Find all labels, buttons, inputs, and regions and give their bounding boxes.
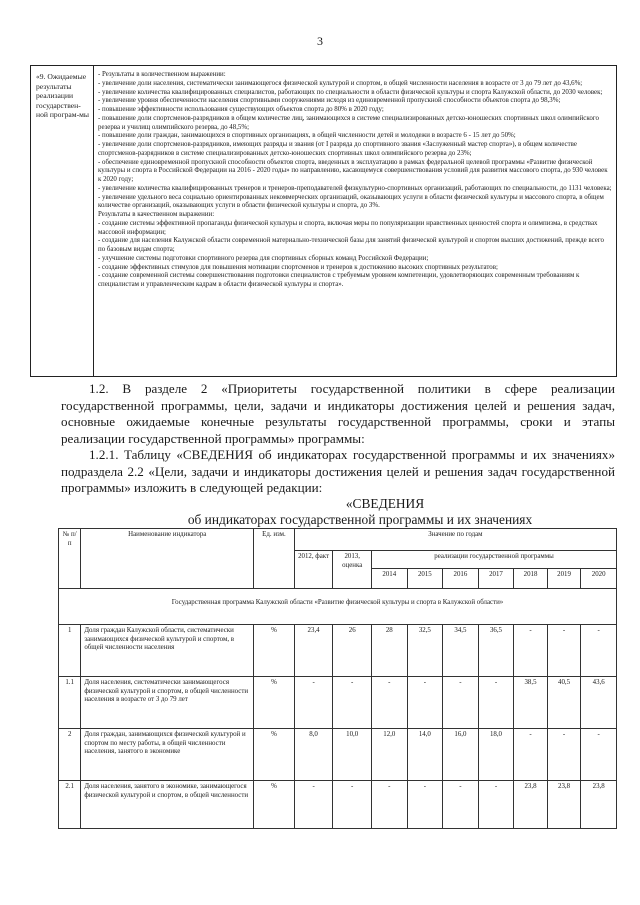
result-line: - увеличение уровня обеспеченности населения спортивными сооружениями исходя из единовременной пропускной способности объектов спорта до 98,3%; [98,97,561,105]
result-line: - увеличение удельного веса социально ориентированных некоммерческих организаций, оказывающих услуги в области физической культуры и массового спорта, в общем количестве организаций, оказывающих услуги в области физической культуры и спорта, до 3%. [98,193,604,210]
header-realization: реализации государственной программы [372,551,617,569]
row-value: 28 [372,625,408,677]
row-value: 18,0 [478,729,514,781]
row-value: 36,5 [478,625,514,677]
header-values-by-year: Значение по годам [294,529,616,551]
result-line: - Результаты в количественном выражении: [98,71,226,78]
row-value: - [443,677,479,729]
program-row: Государственная программа Калужской области «Развитие физической культуры и спорта в Калужской области» [59,589,617,625]
row-value: 23,8 [514,781,548,829]
header-year: 2020 [581,569,617,589]
indicators-table [58,528,617,829]
row-value: - [547,729,581,781]
paragraph-1-2-1-text: 1.2.1. Таблицу «СВЕДЕНИЯ об индикаторах государственной программы и их значениях» подраздела 2.2 «Цели, задачи и индикаторы достижения целей и решения задач государственной программы» изложить в следующей редакции: [61,447,615,496]
header-year: 2016 [443,569,479,589]
row-unit: % [254,677,295,729]
result-line: - создание для населения Калужской области современной материально-технической базы для занятий физической культурой и спортом высших достижений, прежде всего по базовым видам спорта; [98,237,604,253]
row-value: - [514,729,548,781]
row-value: 43,6 [581,677,617,729]
passport-results [94,66,616,376]
header-year: 2015 [407,569,443,589]
row-value: - [581,729,617,781]
row-value: 23,8 [581,781,617,829]
result-line: - увеличение доли спортсменов-разрядников, имеющих разряды и звания (от I разряда до спортивного звания «Заслуженный мастер спорта»), в общем количестве спортсменов-разрядников в системе специализированных детско-юношеских спортивных школ олимпийского резерва до 23%; [98,141,577,157]
paragraph-1-2-1 [61,447,615,497]
header-year: 2017 [478,569,514,589]
header-year: 2019 [547,569,581,589]
row-unit: % [254,625,295,677]
header-name: Наименование индикатора [81,529,254,589]
row-value: - [294,677,333,729]
result-line: - создание эффективных стимулов для повышения мотивации спортсменов и тренеров к достижению высоких спортивных результатов; [98,263,498,271]
header-num: № п/п [59,529,81,589]
row-value: 10,0 [333,729,372,781]
row-value: 32,5 [407,625,443,677]
row-value: - [333,781,372,829]
row-num: 1.1 [59,677,81,729]
row-name: Доля граждан Калужской области, систематически занимающихся физической культурой и спортом, в общей численности населения [81,625,254,677]
table-row [59,729,617,781]
row-value: - [294,781,333,829]
result-line: - улучшение системы подготовки спортивного резерва для спортивных сборных команд Российской Федерации; [98,254,429,262]
result-line: - повышение эффективности использования существующих объектов спорта до 80% в 2020 году; [98,106,384,113]
table-title-line-1: «СВЕДЕНИЯ [345,496,425,511]
paragraph-1-2-text: 1.2. В разделе 2 «Приоритеты государственной политики в сфере реализации государственной программы, цели, задачи и индикаторы достижения целей и решения задач, основные ожидаемые конечные результаты государственной программы, сроки и этапы реализации государственной программы» программы: [61,381,615,446]
row-value: 16,0 [443,729,479,781]
row-value: - [372,677,408,729]
row-value: - [372,781,408,829]
passport-table [30,65,617,377]
row-unit: % [254,781,295,829]
passport-label: «9. Ожидаемые результаты реализации государствен-ной програм-мы [31,66,94,376]
header-unit: Ед. изм. [254,529,295,589]
table-row [59,677,617,729]
row-value: - [443,781,479,829]
header-year: 2014 [372,569,408,589]
row-value: - [547,625,581,677]
result-line: - повышение доли спортсменов-разрядников в общем количестве лиц, занимающихся в системе специализированных детско-юношеских спортивных школ олимпийского резерва и училищ олимпийского резерва, до 48,5%; [98,114,599,131]
row-name: Доля граждан, занимающихся физической культурой и спортом по месту работы, в общей численности населения, занятого в экономике [81,729,254,781]
row-num: 2.1 [59,781,81,829]
result-line: - создание системы эффективной пропаганды физической культуры и спорта, включая меры по популяризации нравственных ценностей спорта и олимпизма, в средствах массовой информации; [98,219,598,236]
paragraph-1-2 [61,381,615,447]
row-value: - [514,625,548,677]
row-value: - [333,677,372,729]
row-unit: % [254,729,295,781]
row-value: 23,4 [294,625,333,677]
row-value: 34,5 [443,625,479,677]
table-row [59,625,617,677]
row-num: 1 [59,625,81,677]
row-value: 23,8 [547,781,581,829]
table-row [59,781,617,829]
row-value: - [581,625,617,677]
result-line: - повышение доли граждан, занимающихся в спортивных организациях, в общей численности детей и молодежи в возрасте 6 - 15 лет до 50%; [98,132,516,140]
result-line: - увеличение количества квалифицированных тренеров и тренеров-преподавателей физкультурно-спортивных организаций, работающих по специальности, до 1131 человека; [98,184,612,192]
header-2012: 2012, факт [294,551,333,589]
header-year: 2018 [514,569,548,589]
row-value: - [478,781,514,829]
row-value: 40,5 [547,677,581,729]
row-value: 26 [333,625,372,677]
result-line: - обеспечение единовременной пропускной способности объектов спорта, введенных в эксплуатацию в рамках федеральной целевой программы «Развитие физической культуры и спорта в Российской Федерации на 2016 - 2020 годы» по направлению, касающемуся совершенствования условий для развития массового спорта, до 930 человек к 2020 году; [98,158,608,183]
page-number: 3 [317,34,323,48]
result-line: - увеличение количества квалифицированных специалистов, работающих по специальности в области физической культуры и спорта Калужской области, до 2030 человек; [98,88,603,96]
header-2013: 2013, оценка [333,551,372,589]
row-name: Доля населения, систематически занимающегося физической культурой и спортом, в общей численности населения в возрасте от 3 до 79 лет [81,677,254,729]
row-value: 8,0 [294,729,333,781]
result-line: - создание современной системы совершенствования подготовки специалистов с требуемым уровнем компетенции, удовлетворяющих современным требованиям к специалистам и управленческим кадрам в области физической культуры и спорта». [98,272,580,288]
table-title-line-2: об индикаторах государственной программы и их значениях [187,512,533,527]
row-value: - [407,781,443,829]
row-value: - [407,677,443,729]
result-line: Результаты в качественном выражении: [98,211,215,218]
row-name: Доля населения, занятого в экономике, занимающегося физической культурой и спортом, в общей численности [81,781,254,829]
row-value: 12,0 [372,729,408,781]
row-value: 14,0 [407,729,443,781]
row-value: - [478,677,514,729]
result-line: - увеличение доли населения, систематически занимающегося физической культурой и спортом, в общей численности населения в возрасте от 3 до 79 лет до 43,6%; [98,79,583,87]
row-value: 38,5 [514,677,548,729]
row-num: 2 [59,729,81,781]
